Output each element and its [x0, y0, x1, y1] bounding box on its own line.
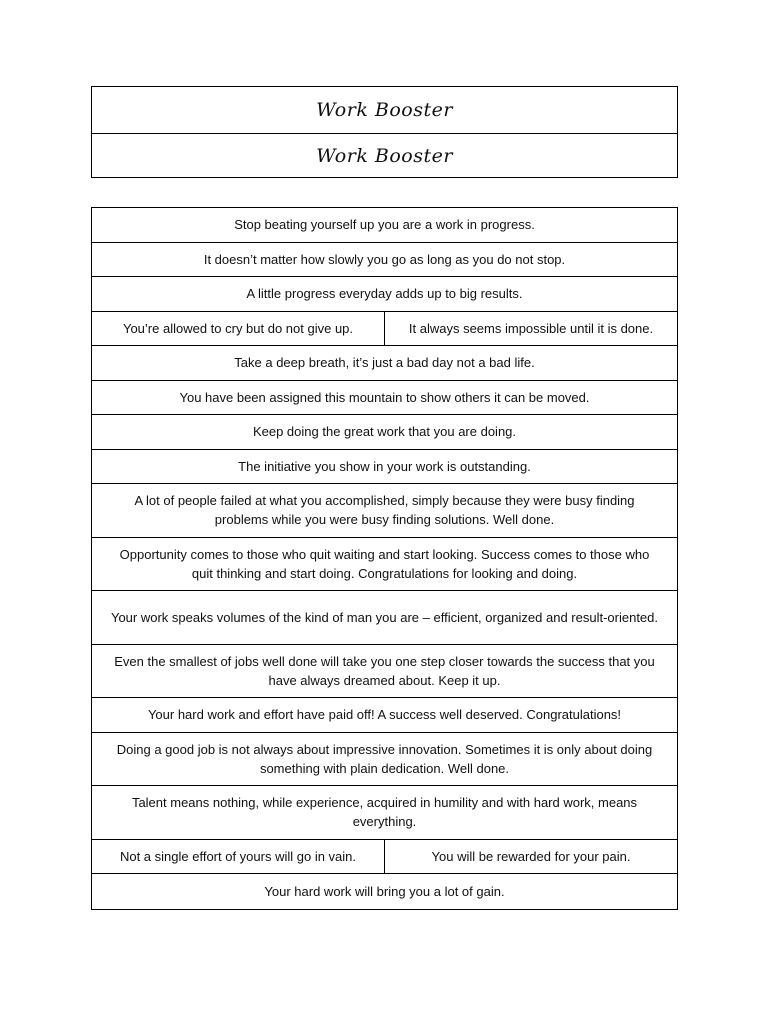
- header-box: [91, 86, 678, 178]
- quote-cell: Your hard work will bring you a lot of gain.: [264, 883, 505, 899]
- table-row: [92, 484, 677, 538]
- quote-cell: Talent means nothing, while experience, acquired in humility and with hard work, means everything.: [131, 795, 638, 830]
- table-row: [92, 645, 677, 699]
- table-row: [92, 346, 677, 381]
- quote-cell-left: You’re allowed to cry but do not give up.: [92, 312, 385, 346]
- quote-cell: Keep doing the great work that you are doing.: [252, 424, 517, 440]
- table-row: [92, 312, 677, 347]
- quote-cell: You have been assigned this mountain to show others it can be moved.: [179, 389, 590, 405]
- quote-cell: A little progress everyday adds up to big results.: [246, 286, 523, 302]
- quote-cell: The initiative you show in your work is outstanding.: [238, 458, 531, 474]
- quote-cell-left: Not a single effort of yours will go in vain.: [92, 840, 385, 874]
- table-row: [92, 786, 677, 840]
- quote-cell: It doesn’t matter how slowly you go as long as you do not stop.: [203, 251, 566, 267]
- table-row: [92, 733, 677, 787]
- table-row: [92, 415, 677, 450]
- quote-cell: Take a deep breath, it’s just a bad day not a bad life.: [234, 355, 535, 371]
- table-row: [92, 381, 677, 416]
- quote-cell-right: It always seems impossible until it is done.: [408, 320, 654, 336]
- page-subtitle: Work Booster: [316, 144, 453, 167]
- table-row: [92, 591, 677, 645]
- table-row: [92, 277, 677, 312]
- page-title: Work Booster: [92, 87, 677, 134]
- table-row: [92, 538, 677, 592]
- quote-table: [91, 207, 678, 910]
- quote-cell: Stop beating yourself up you are a work in progress.: [234, 217, 535, 233]
- quote-cell-right: You will be rewarded for your pain.: [431, 848, 631, 864]
- table-row: [92, 874, 677, 909]
- quote-cell: Opportunity comes to those who quit waiting and start looking. Success comes to those who quit thinking and start doing. Congratulations for looking and doing.: [119, 546, 650, 581]
- quote-cell: Even the smallest of jobs well done will take you one step closer towards the success that you have always dreamed about. Keep it up.: [114, 653, 655, 688]
- quote-cell: Your hard work and effort have paid off! A success well deserved. Congratulations!: [147, 707, 622, 723]
- quote-cell: A lot of people failed at what you accomplished, simply because they were busy finding problems while you were busy finding solutions. Well done.: [134, 493, 635, 528]
- table-row: [92, 243, 677, 278]
- table-row: [92, 698, 677, 733]
- table-row: [92, 450, 677, 485]
- table-row: [92, 208, 677, 243]
- table-row: [92, 840, 677, 875]
- quote-cell: Your work speaks volumes of the kind of man you are – efficient, organized and result-oriented.: [110, 609, 659, 625]
- quote-cell: Doing a good job is not always about impressive innovation. Sometimes it is only about doing something with plain dedication. Well done.: [116, 741, 653, 776]
